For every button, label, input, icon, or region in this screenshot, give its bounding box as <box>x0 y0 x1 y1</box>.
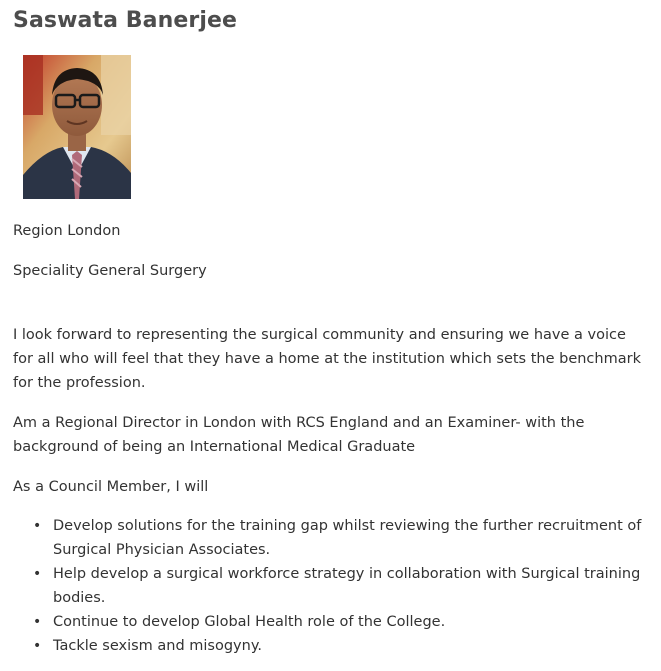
bullet-icon: • <box>33 638 42 654</box>
pledge-list <box>13 514 643 658</box>
list-item <box>13 562 643 610</box>
speciality-text: Speciality General Surgery <box>13 263 207 279</box>
bullet-icon: • <box>33 518 42 534</box>
list-item <box>13 610 643 634</box>
bullet-icon: • <box>33 614 42 630</box>
bullet-icon: • <box>33 566 42 582</box>
candidate-name: Saswata Banerjee <box>13 8 238 33</box>
pledge-text: Continue to develop Global Health role of the College. <box>53 614 446 630</box>
statement-paragraph-1: I look forward to representing the surgical community and ensuring we have a voice for all who will feel that they have a home at the institution which sets the benchmark for the profession. <box>13 327 641 391</box>
pledge-text: Develop solutions for the training gap whilst reviewing the further recruitment of Surgical Physician Associates. <box>53 518 642 558</box>
list-item <box>13 514 643 562</box>
list-item <box>13 634 643 658</box>
statement-paragraph-3: As a Council Member, I will <box>13 479 209 495</box>
pledge-text: Tackle sexism and misogyny. <box>53 638 262 654</box>
statement-paragraph-2: Am a Regional Director in London with RCS England and an Examiner- with the background of being an International Medical Graduate <box>13 415 585 455</box>
region-text: Region London <box>13 223 121 239</box>
portrait-image <box>23 55 131 199</box>
pledge-text: Help develop a surgical workforce strategy in collaboration with Surgical training bodies. <box>53 566 641 606</box>
candidate-photo <box>23 55 131 199</box>
